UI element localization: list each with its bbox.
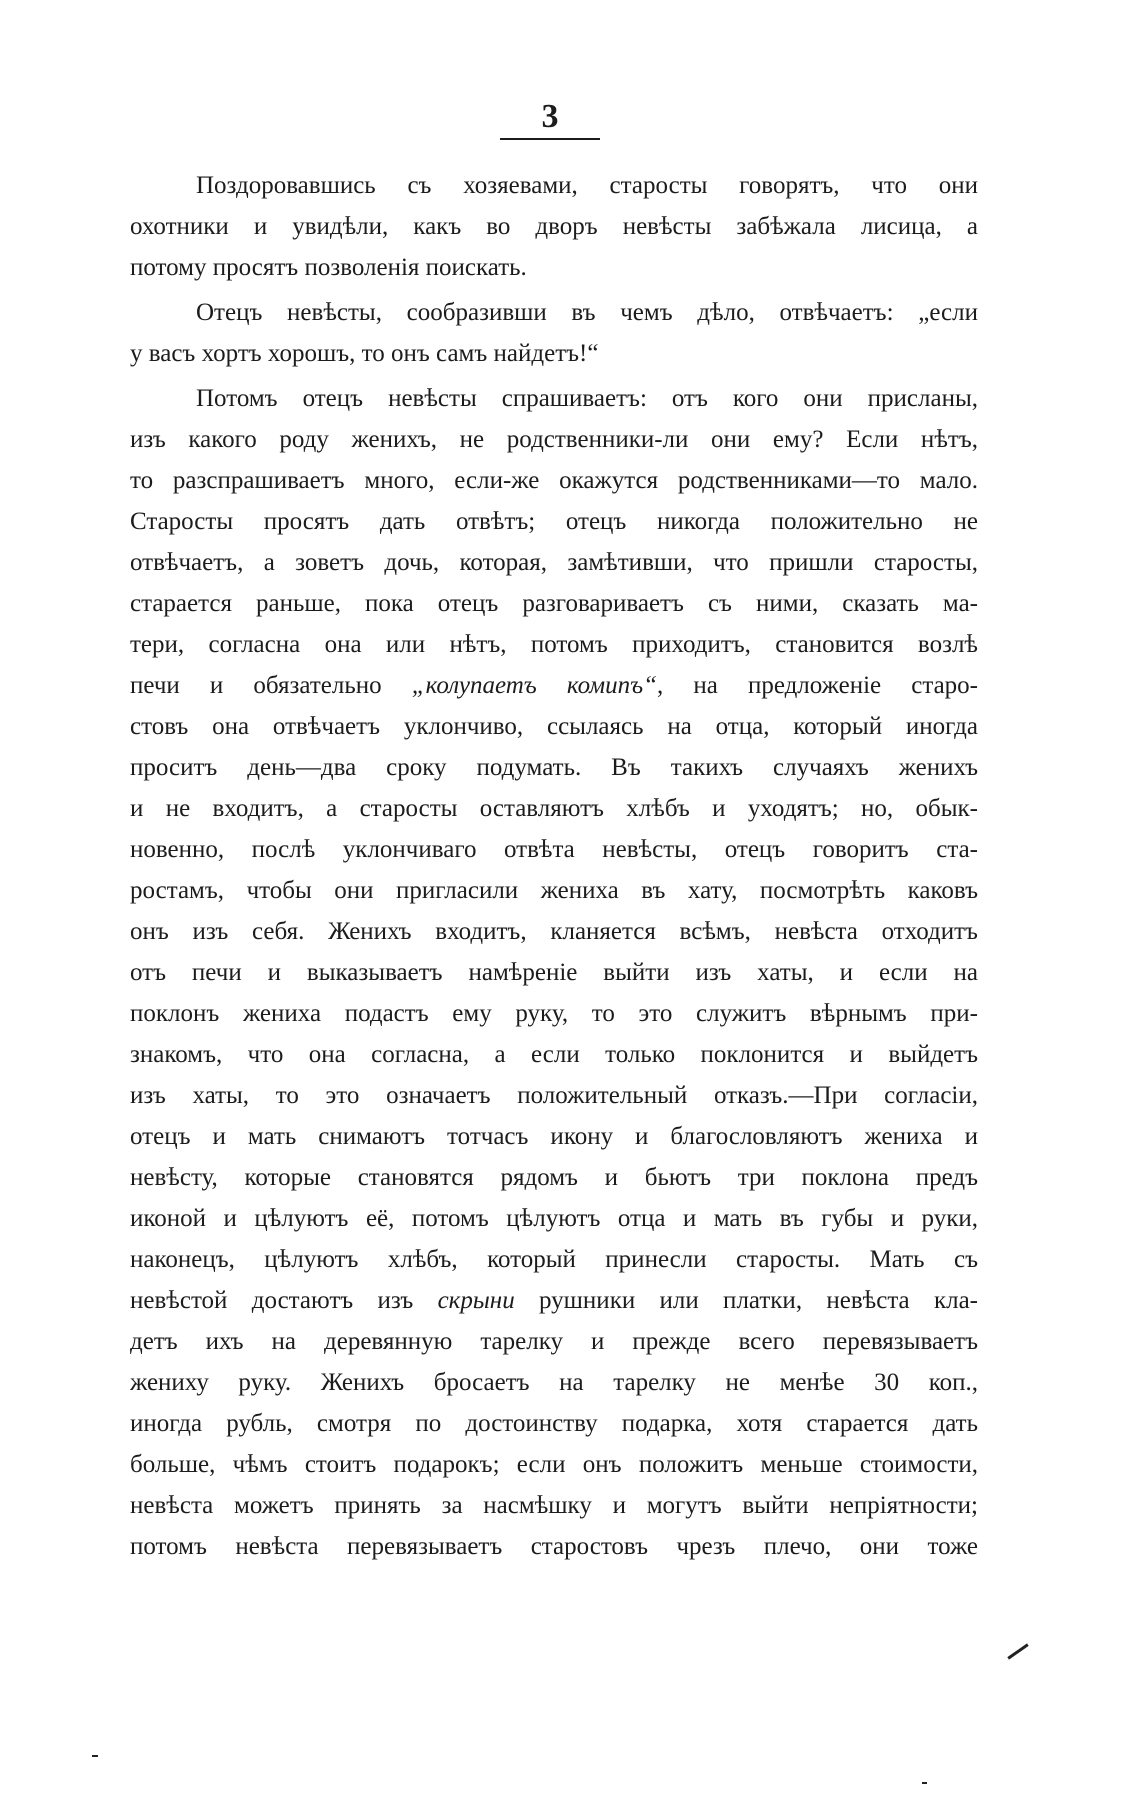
text-line: ростамъ, чтобы они пригласили жениха въ хату, посмотрѣть каковъ — [130, 877, 978, 904]
text-line: потомъ невѣста перевязываетъ старостовъ чрезъ плечо, они тоже — [130, 1533, 978, 1560]
text-line: жениху руку. Женихъ бросаетъ на тарелку не менѣе 30 коп., — [130, 1369, 978, 1396]
text-line: наконецъ, цѣлуютъ хлѣбъ, который принесли старосты. Мать съ — [130, 1246, 978, 1273]
text-run: рушники или платки, невѣста кла- — [514, 1287, 978, 1314]
text-line: изъ хаты, то это означаетъ положительный отказъ.—При согласіи, — [130, 1082, 978, 1109]
text-line: невѣсту, которые становятся рядомъ и бьютъ три поклона предъ — [130, 1164, 978, 1191]
paragraph-3 — [130, 378, 978, 1567]
text-line: тери, согласна она или нѣтъ, потомъ приходитъ, становится возлѣ — [130, 631, 978, 658]
text-line: новенно, послѣ уклончиваго отвѣта невѣсты, отецъ говоритъ ста- — [130, 836, 978, 863]
page-number-rule — [500, 138, 600, 140]
text-run: невѣстой достаютъ изъ — [130, 1287, 438, 1314]
paragraph-1 — [130, 165, 978, 288]
text-line: Старосты просятъ дать отвѣтъ; отецъ никогда положительно не — [130, 508, 978, 535]
scan-mark — [922, 1782, 927, 1784]
italic-phrase: „колупаетъ комипъ“ — [411, 672, 657, 699]
text-line: отъ печи и выказываетъ намѣреніе выйти изъ хаты, и если на — [130, 959, 978, 986]
text-line: отецъ и мать снимаютъ тотчасъ икону и благословляютъ жениха и — [130, 1123, 978, 1150]
text-line: поклонъ жениха подастъ ему руку, то это служитъ вѣрнымъ при- — [130, 1000, 978, 1027]
text-line: больше, чѣмъ стоитъ подарокъ; если онъ положитъ меньше стоимости, — [130, 1451, 978, 1478]
text-line: иконой и цѣлуютъ её, потомъ цѣлуютъ отца и мать въ губы и руки, — [130, 1205, 978, 1232]
paragraph-2 — [130, 292, 978, 374]
text-line: проситъ день—два сроку подумать. Въ такихъ случаяхъ женихъ — [130, 754, 978, 781]
text-line-with-italic — [130, 1280, 978, 1321]
text-line: стовъ она отвѣчаетъ уклончиво, ссылаясь на отца, который иногда — [130, 713, 978, 740]
text-line: и не входитъ, а старосты оставляютъ хлѣбъ и уходятъ; но, обык- — [130, 795, 978, 822]
text-line: изъ какого роду женихъ, не родственники-ли они ему? Если нѣтъ, — [130, 426, 978, 453]
text-line: потому просятъ позволенія поискать. — [130, 254, 527, 281]
text-line: то разспрашиваетъ много, если-же окажутся родственниками—то мало. — [130, 467, 978, 494]
text-line: онъ изъ себя. Женихъ входитъ, кланяется всѣмъ, невѣста отходитъ — [130, 918, 978, 945]
text-line: невѣста можетъ принять за насмѣшку и могутъ выйти непріятности; — [130, 1492, 978, 1519]
text-line-with-italic — [130, 665, 978, 706]
text-line: иногда рубль, смотря по достоинству подарка, хотя старается дать — [130, 1410, 978, 1437]
scan-mark — [92, 1755, 98, 1757]
text-run: , на предложеніе старо- — [656, 672, 978, 699]
text-line: Отецъ невѣсты, сообразивши въ чемъ дѣло, отвѣчаетъ: „если — [196, 299, 978, 326]
text-line: знакомъ, что она согласна, а если только поклонится и выйдетъ — [130, 1041, 978, 1068]
text-line: детъ ихъ на деревянную тарелку и прежде всего перевязываетъ — [130, 1328, 978, 1355]
text-line: Поздоровавшись съ хозяевами, старосты говорятъ, что они — [196, 172, 978, 199]
text-line: Потомъ отецъ невѣсты спрашиваетъ: отъ кого они присланы, — [196, 385, 978, 412]
page-text — [130, 165, 978, 1567]
text-line: старается раньше, пока отецъ разговариваетъ съ ними, сказать ма- — [130, 590, 978, 617]
scan-mark — [1007, 1643, 1028, 1659]
text-line: отвѣчаетъ, а зоветъ дочь, которая, замѣтивши, что пришли старосты, — [130, 549, 978, 576]
italic-word: скрыни — [437, 1287, 515, 1314]
page-number: 3 — [541, 98, 559, 135]
text-run: печи и обязательно — [130, 672, 412, 699]
text-line: охотники и увидѣли, какъ во дворъ невѣсты забѣжала лисица, а — [130, 213, 978, 240]
text-line: у васъ хортъ хорошъ, то онъ самъ найдетъ!“ — [130, 340, 599, 367]
